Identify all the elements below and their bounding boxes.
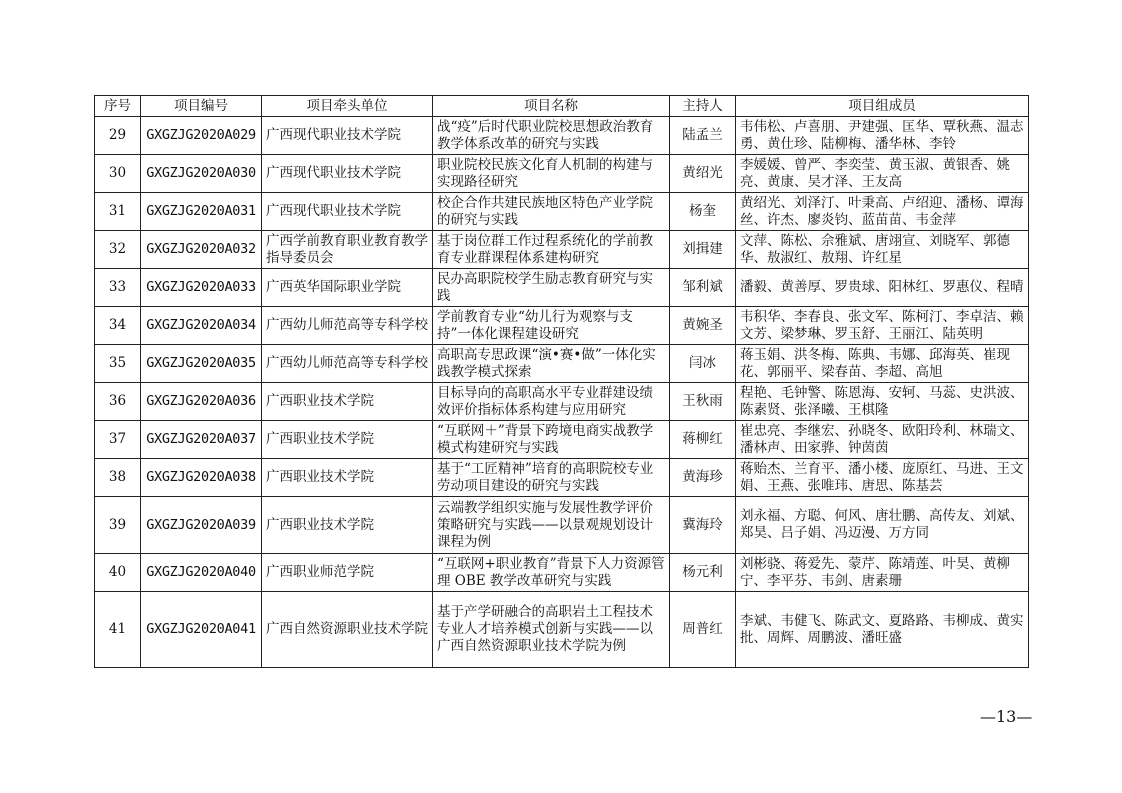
cell-project-name: “互联网＋”背景下跨境电商实战教学模式构建研究与实践 (433, 421, 670, 459)
cell-index: 39 (95, 497, 141, 554)
cell-project-name: 云端教学组织实施与发展性教学评价策略研究与实践——以景观规划设计课程为例 (433, 497, 670, 554)
cell-index: 30 (95, 155, 141, 193)
cell-project-name: 战“疫”后时代职业院校思想政治教育教学体系改革的研究与实践 (433, 117, 670, 155)
cell-lead-unit: 广西现代职业技术学院 (262, 193, 433, 231)
cell-index: 41 (95, 592, 141, 668)
cell-members: 蒋贻杰、兰育平、潘小楼、庞原红、马进、王文娟、王燕、张唯玮、唐思、陈基芸 (736, 459, 1029, 497)
cell-members: 黄绍光、刘泽汀、叶秉高、卢绍迎、潘杨、谭海丝、许杰、廖炎钧、蓝苗苗、韦金萍 (736, 193, 1029, 231)
cell-index: 38 (95, 459, 141, 497)
cell-project-name: 高职高专思政课“演•赛•做”一体化实践教学模式探索 (433, 345, 670, 383)
table-row (95, 421, 1029, 459)
cell-project-code: GXGZJG2020A040 (141, 554, 262, 592)
cell-index: 34 (95, 307, 141, 345)
cell-index: 31 (95, 193, 141, 231)
header-host: 主持人 (670, 96, 736, 117)
cell-lead-unit: 广西学前教育职业教育教学指导委员会 (262, 231, 433, 269)
cell-members: 韦伟松、卢喜朋、尹建强、匡华、覃秋燕、温志勇、黄仕珍、陆柳梅、潘华林、李铃 (736, 117, 1029, 155)
table-row (95, 193, 1029, 231)
cell-members: 李斌、韦健飞、陈武文、夏路路、韦柳成、黄实批、周辉、周鹏波、潘旺盛 (736, 592, 1029, 668)
table-row (95, 497, 1029, 554)
cell-project-name: “互联网+职业教育”背景下人力资源管理 OBE 教学改革研究与实践 (433, 554, 670, 592)
table-row (95, 592, 1029, 668)
cell-index: 36 (95, 383, 141, 421)
cell-host: 杨元利 (670, 554, 736, 592)
table-row (95, 383, 1029, 421)
cell-members: 刘永福、方聪、何风、唐壮鹏、高传友、刘斌、郑昊、吕子娟、冯迈漫、万方同 (736, 497, 1029, 554)
cell-project-code: GXGZJG2020A037 (141, 421, 262, 459)
cell-host: 冀海玲 (670, 497, 736, 554)
cell-host: 黄绍光 (670, 155, 736, 193)
cell-project-code: GXGZJG2020A033 (141, 269, 262, 307)
cell-lead-unit: 广西幼儿师范高等专科学校 (262, 345, 433, 383)
cell-lead-unit: 广西职业技术学院 (262, 497, 433, 554)
cell-project-name: 基于岗位群工作过程系统化的学前教育专业群课程体系建构研究 (433, 231, 670, 269)
cell-index: 35 (95, 345, 141, 383)
cell-lead-unit: 广西自然资源职业技术学院 (262, 592, 433, 668)
cell-index: 33 (95, 269, 141, 307)
cell-host: 周普红 (670, 592, 736, 668)
cell-lead-unit: 广西现代职业技术学院 (262, 117, 433, 155)
cell-project-code: GXGZJG2020A039 (141, 497, 262, 554)
cell-project-code: GXGZJG2020A034 (141, 307, 262, 345)
cell-project-code: GXGZJG2020A035 (141, 345, 262, 383)
table-header-row (95, 96, 1029, 117)
cell-lead-unit: 广西幼儿师范高等专科学校 (262, 307, 433, 345)
cell-project-name: 目标导向的高职高水平专业群建设绩效评价指标体系构建与应用研究 (433, 383, 670, 421)
table-row (95, 155, 1029, 193)
cell-project-code: GXGZJG2020A038 (141, 459, 262, 497)
cell-host: 闫冰 (670, 345, 736, 383)
cell-host: 邹利斌 (670, 269, 736, 307)
header-project-name: 项目名称 (433, 96, 670, 117)
cell-lead-unit: 广西英华国际职业学院 (262, 269, 433, 307)
cell-lead-unit: 广西现代职业技术学院 (262, 155, 433, 193)
cell-project-name: 职业院校民族文化育人机制的构建与实现路径研究 (433, 155, 670, 193)
cell-lead-unit: 广西职业技术学院 (262, 421, 433, 459)
cell-project-code: GXGZJG2020A029 (141, 117, 262, 155)
cell-host: 黄海珍 (670, 459, 736, 497)
cell-host: 陆孟兰 (670, 117, 736, 155)
table-row (95, 231, 1029, 269)
cell-members: 刘彬骁、蒋爱先、蒙芹、陈靖莲、叶昊、黄柳宁、李平芬、韦剑、唐素珊 (736, 554, 1029, 592)
header-project-code: 项目编号 (141, 96, 262, 117)
cell-project-name: 基于产学研融合的高职岩土工程技术专业人才培养模式创新与实践——以广西自然资源职业技术学院为例 (433, 592, 670, 668)
table-row (95, 554, 1029, 592)
cell-members: 韦积华、李春良、张文军、陈柯汀、李卓洁、赖文芳、梁梦琳、罗玉舒、王丽江、陆英明 (736, 307, 1029, 345)
cell-members: 潘毅、黄善厚、罗贵球、阳林红、罗惠仪、程晴 (736, 269, 1029, 307)
table-row (95, 459, 1029, 497)
cell-index: 32 (95, 231, 141, 269)
cell-host: 蒋柳红 (670, 421, 736, 459)
cell-host: 王秋雨 (670, 383, 736, 421)
cell-host: 刘揖建 (670, 231, 736, 269)
cell-members: 李媛媛、曾严、李奕莹、黄玉淑、黄银香、姚亮、黄康、吴才泽、王友高 (736, 155, 1029, 193)
header-lead-unit: 项目牵头单位 (262, 96, 433, 117)
table-row (95, 345, 1029, 383)
cell-index: 29 (95, 117, 141, 155)
cell-project-name: 基于“工匠精神”培育的高职院校专业劳动项目建设的研究与实践 (433, 459, 670, 497)
cell-project-code: GXGZJG2020A032 (141, 231, 262, 269)
cell-host: 黄婉圣 (670, 307, 736, 345)
cell-project-name: 学前教育专业“幼儿行为观察与支持”一体化课程建设研究 (433, 307, 670, 345)
cell-project-code: GXGZJG2020A041 (141, 592, 262, 668)
header-members: 项目组成员 (736, 96, 1029, 117)
cell-host: 杨奎 (670, 193, 736, 231)
cell-lead-unit: 广西职业师范学院 (262, 554, 433, 592)
page-number: —13— (980, 707, 1033, 726)
cell-project-code: GXGZJG2020A031 (141, 193, 262, 231)
cell-members: 蒋玉娟、洪冬梅、陈典、韦娜、邱海英、崔现花、郭丽平、梁春苗、李超、高旭 (736, 345, 1029, 383)
cell-project-code: GXGZJG2020A036 (141, 383, 262, 421)
table-row (95, 307, 1029, 345)
cell-members: 崔忠亮、李继宏、孙晓冬、欧阳玲利、林瑞文、潘林声、田家骅、钟茵茵 (736, 421, 1029, 459)
cell-project-code: GXGZJG2020A030 (141, 155, 262, 193)
table-row (95, 269, 1029, 307)
cell-lead-unit: 广西职业技术学院 (262, 383, 433, 421)
cell-members: 文萍、陈松、佘雅斌、唐翊宣、刘晓军、郭德华、敖淑红、敖翔、许红星 (736, 231, 1029, 269)
cell-index: 37 (95, 421, 141, 459)
table-row (95, 117, 1029, 155)
cell-members: 程艳、毛钟警、陈恩海、安轲、马蕊、史洪波、陈素贤、张泽曦、王棋隆 (736, 383, 1029, 421)
cell-lead-unit: 广西职业技术学院 (262, 459, 433, 497)
cell-project-name: 民办高职院校学生励志教育研究与实践 (433, 269, 670, 307)
project-table (94, 95, 1029, 668)
header-index: 序号 (95, 96, 141, 117)
cell-index: 40 (95, 554, 141, 592)
cell-project-name: 校企合作共建民族地区特色产业学院的研究与实践 (433, 193, 670, 231)
